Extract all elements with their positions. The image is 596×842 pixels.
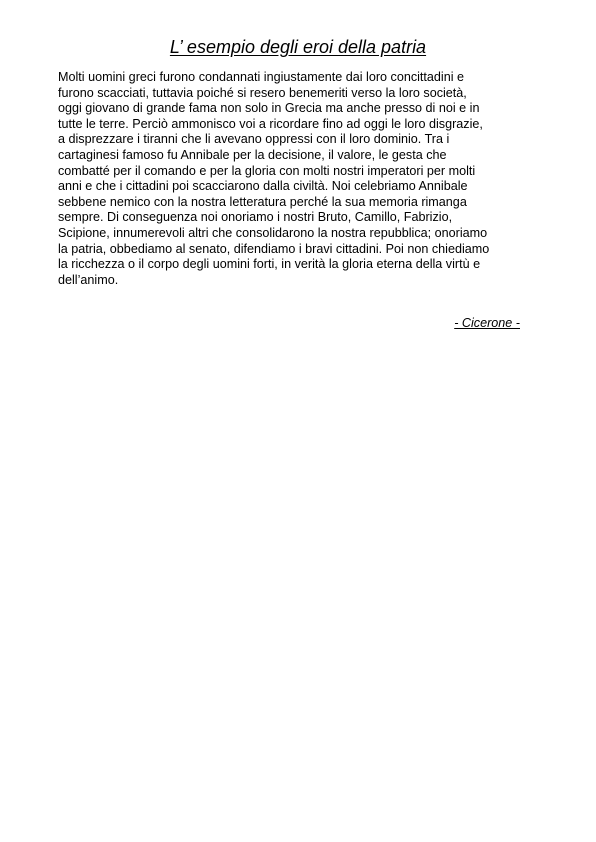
- page-title: L’ esempio degli eroi della patria: [169, 37, 427, 57]
- paragraph-line: a disprezzare i tiranni che li avevano oppressi con il loro dominio. Tra i: [58, 132, 450, 147]
- paragraph-line: la patria, obbediamo al senato, difendiamo i bravi cittadini. Poi non chiediamo: [58, 241, 490, 256]
- paragraph-line: sebbene nemico con la nostra letteratura perché la sua memoria rimanga: [58, 194, 467, 209]
- paragraph-line: cartaginesi famoso fu Annibale per la decisione, il valore, le gesta che: [58, 147, 447, 162]
- paragraph-line: Scipione, innumerevoli altri che consolidarono la nostra repubblica; onoriamo: [58, 225, 488, 240]
- author-signature: - Cicerone -: [454, 316, 520, 330]
- paragraph-line: dell’animo.: [58, 272, 119, 287]
- paragraph-line: tutte le terre. Perciò ammonisco voi a ricordare fino ad oggi le loro disgrazie,: [58, 116, 483, 131]
- paragraph-line: sempre. Di conseguenza noi onoriamo i nostri Bruto, Camillo, Fabrizio,: [58, 210, 453, 225]
- paragraph-line: anni e che i cittadini poi scacciarono dalla civiltà. Noi celebriamo Annibale: [58, 179, 468, 194]
- paragraph-line: combatté per il comando e per la gloria con molti nostri imperatori per molti: [58, 163, 476, 178]
- paragraph-line: oggi giovano di grande fama non solo in Grecia ma anche presso di noi e in: [58, 101, 480, 116]
- body-paragraph: [58, 70, 540, 288]
- paragraph-line: Molti uomini greci furono condannati ingiustamente dai loro concittadini e: [58, 70, 465, 84]
- paragraph-line: la ricchezza o il corpo degli uomini forti, in verità la gloria eterna della virtù e: [58, 257, 481, 272]
- paragraph-line: furono scacciati, tuttavia poiché si resero benemeriti verso la loro società,: [58, 85, 467, 100]
